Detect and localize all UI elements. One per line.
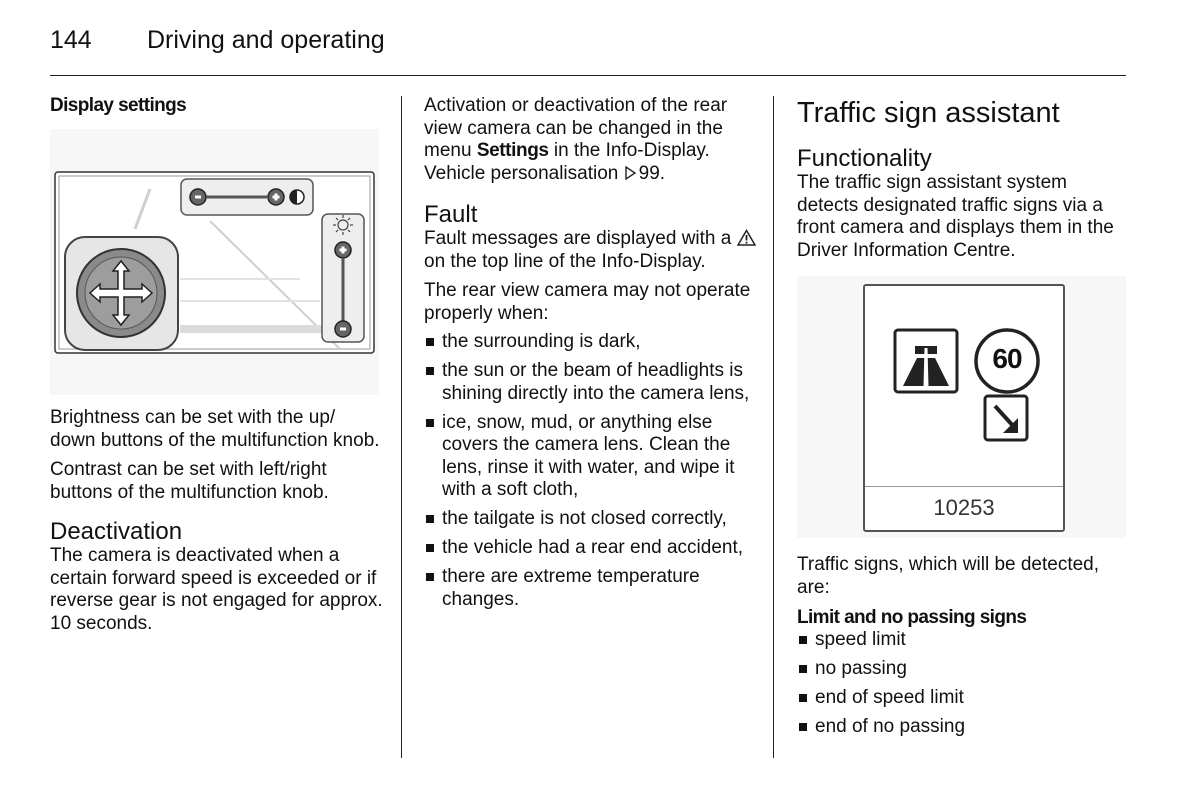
list-item: end of speed limit	[797, 687, 1127, 710]
functionality-heading: Functionality	[797, 145, 932, 172]
page-reference-arrow-icon	[624, 163, 639, 186]
list-item: the surrounding is dark,	[424, 331, 759, 354]
list-item: no passing	[797, 658, 1127, 681]
direction-arrow-sign-icon	[985, 396, 1027, 440]
contrast-text: Contrast can be set with left/right buttons of the multifunction knob.	[50, 459, 329, 503]
list-item: there are extreme temperature changes.	[424, 566, 759, 611]
column-divider-1	[401, 96, 402, 758]
multifunction-knob-icon	[65, 237, 178, 350]
list-item: end of no passing	[797, 716, 1127, 739]
display-settings-heading: Display settings	[50, 95, 187, 116]
camera-display-drawing	[50, 129, 379, 395]
limit-signs-heading: Limit and no passing signs	[797, 607, 1027, 628]
fault-heading: Fault	[424, 201, 478, 228]
brightness-text: Brightness can be set with the up/ down buttons of the multifunction knob.	[50, 407, 380, 451]
header-rule	[50, 75, 1126, 76]
column-3	[797, 95, 1127, 745]
list-item: the tailgate is not closed correctly,	[424, 508, 759, 531]
fault-text: Fault messages are displayed with a on the top line of the Info-Display.	[424, 228, 759, 273]
warning-triangle-icon	[737, 228, 757, 251]
speed-limit-value: 60	[992, 343, 1022, 374]
column-divider-2	[773, 96, 774, 758]
column-1	[50, 95, 385, 635]
camera-display-illustration	[50, 129, 379, 395]
display-divider	[865, 486, 1063, 487]
contrast-slider-icon	[181, 179, 313, 215]
list-item: the vehicle had a rear end accident,	[424, 537, 759, 560]
driver-information-centre-display	[863, 284, 1065, 532]
limit-signs-list	[797, 629, 1127, 739]
section-title: Driving and operating	[147, 26, 385, 54]
page-number: 144	[50, 26, 92, 54]
traffic-sign-assistant-title: Traffic sign assistant	[797, 97, 1060, 129]
deactivation-heading: Deactivation	[50, 518, 183, 545]
list-item: the sun or the beam of headlights is shining directly into the camera lens,	[424, 360, 759, 405]
camera-limitations-list	[424, 331, 759, 611]
motorway-sign-icon	[895, 330, 957, 392]
list-item: speed limit	[797, 629, 1127, 652]
brightness-slider-icon	[322, 214, 364, 342]
traffic-sign-display-illustration	[797, 276, 1126, 538]
list-item: ice, snow, mud, or anything else covers the camera lens. Clean the lens, rinse it with water, and wipe it with a soft cloth,	[424, 412, 759, 502]
activation-text: Activation or deactivation of the rear view camera can be changed in the menu Settings in the Info-Display. Vehicle personalisation 99.	[424, 95, 728, 184]
functionality-text: The traffic sign assistant system detects designated traffic signs via a front camera and displays them in the Driver Information Centre.	[797, 172, 1114, 261]
camera-limitations-intro: The rear view camera may not operate properly when:	[424, 280, 751, 324]
deactivation-text: The camera is deactivated when a certain forward speed is exceeded or if reverse gear is not engaged for approx. 10 seconds.	[50, 545, 383, 634]
odometer-value: 10253	[933, 495, 995, 520]
settings-menu-label: Settings	[476, 140, 549, 161]
column-2	[424, 95, 759, 618]
detected-signs-intro: Traffic signs, which will be detected, are:	[797, 554, 1100, 598]
